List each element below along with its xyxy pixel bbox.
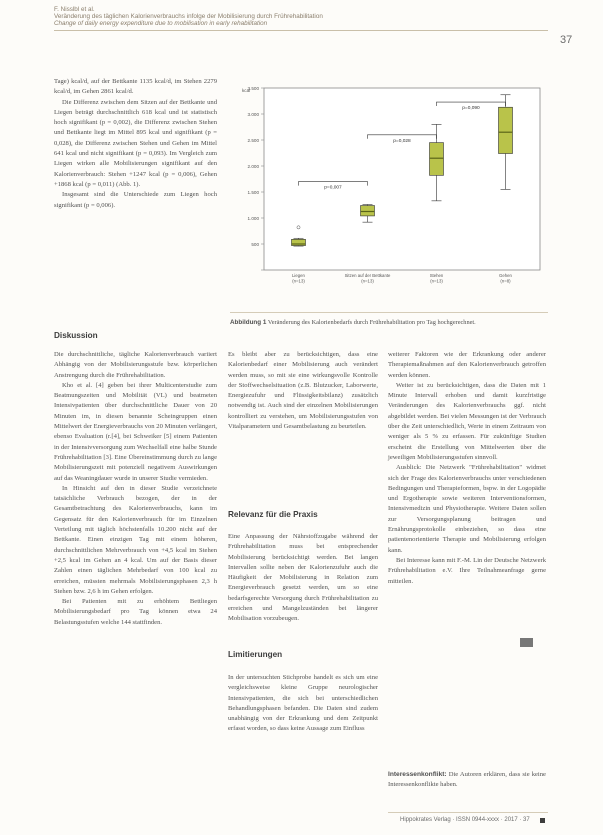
results-paragraph: Tage) kcal/d, auf der Bettkante 1135 kcal/d, im Stehen 2279 kcal/d, im Gehen 2861 kcal/d. <box>54 78 217 96</box>
running-head-title-en: Change of daily energy expenditure due to mobilisation in early rehabilitation <box>54 20 268 27</box>
significance-label: p=0,007 <box>324 185 342 191</box>
x-tick-label: Liegen <box>292 273 305 278</box>
relevanz-paragraph: Eine Anpassung der Nährstoffzugabe während der Frührehabilitation muss bei entsprechender Mobilisierung berücksichtigt werden. Bei langen Intervallen sollte neben der Kalorienzufuhr auch die Häufigkeit der Mobilisierung in Relation zum Energieverbrauch gesetzt werden, um so eine bedarfsgerechte Versorgung durch Frührehabilitation zu erreichen und Mangelzuständen bei längerer Mobilisation vorzubeugen. <box>228 533 378 623</box>
y-tick-label: 3.500 <box>247 86 259 91</box>
x-tick-label: (n=13) <box>361 278 374 284</box>
box <box>361 206 375 216</box>
x-tick-label: (n=13) <box>292 278 305 284</box>
caption-rule <box>230 312 548 313</box>
discussion-paragraph: Kho et al. [4] geben bei ihrer Multicenterstudie zum Beatmungszeiten und Mobilität (VL) und beatmeten Intensivpatienten über durchschnittliche Dauer von 20 Minuten im, in diesen benannte Scheingruppen einen Mittelwert der Energieverbrauchs von 20 Minuten verlängert, ebenso Evaluation (r.[4], bei Schweiker [5] einem Patienten in der Intensivversorgung zum Wechselfall eine halbe Stunde Frührehabilitation [3]. Eine Übereinstimmung durch zu lange Mobilisierungszeit mit potenziell negativem Auswirkungen auf das Weaningdauer wurde in unserer Studie vermieden. <box>54 381 217 482</box>
significance-label: p=0,028 <box>393 138 411 144</box>
y-axis-label: kcal <box>242 88 251 93</box>
running-head-title-de: Veränderung des täglichen Kalorienverbrauchs infolge der Mobilisierung durch Frührehabilitation <box>54 13 323 20</box>
page-number: 37 <box>560 34 573 46</box>
heading-diskussion: Diskussion <box>54 331 98 340</box>
header-rule <box>54 30 548 31</box>
box <box>430 143 444 176</box>
figure-caption-text: Veränderung des Kalorienbedarfs durch Frührehabilitation pro Tag hochgerechnet. <box>267 319 476 326</box>
interessenkonflikt-text: Die Autoren erklären, dass sie keine Interessenkonflikte haben. <box>388 771 546 789</box>
heading-relevanz: Relevanz für die Praxis <box>228 510 318 519</box>
footer-text: Hippokrates Verlag · ISSN 0944-xxxx · 2017 · 37 <box>400 817 530 823</box>
running-head-authors: F. Nisslbl et al. <box>54 6 95 13</box>
heading-interessenkonflikt: Interessenkonflikt: <box>388 771 447 778</box>
x-tick-label: (n=8) <box>500 278 511 284</box>
limitierungen-text <box>228 673 378 735</box>
x-tick-label: (n=13) <box>430 278 443 284</box>
column-2 <box>228 350 378 432</box>
results-paragraph: Insgesamt sind die Unterschiede zum Liegen hoch signifikant (p = 0,006). <box>54 191 217 209</box>
discussion-paragraph: Bei Patienten mit zu erhöhtem Bettliegen Mobilisierungsbedarf pro Tag können etwa 24 Belastungsstufen welche 144 stattfinden. <box>54 598 217 626</box>
column-1-top <box>54 77 217 211</box>
figure-caption-label: Abbildung 1 <box>230 319 267 326</box>
discussion-paragraph: weiterer Faktoren wie der Erkrankung oder anderer Therapiemaßnahmen auf den Kalorienverbrauch getroffen werden können. <box>388 351 546 379</box>
y-tick-label: 500 <box>251 242 259 247</box>
x-tick-label: Gehen <box>499 273 512 278</box>
y-tick-label: 2.000 <box>247 164 259 169</box>
y-tick-label: 2.500 <box>247 138 259 143</box>
limitierungen-paragraph: In der untersuchten Stichprobe handelt es sich um eine vergleichsweise kleine Gruppe neurologischer Intensivpatienten, die sich bei unterschiedlichen Behandlungsphasen befanden. Die Daten sind zudem unabhängig von der Erkrankung und dem Zeitpunkt erfasst worden, so dass keine Aussage zum Einfluss <box>228 674 378 733</box>
column-1-bottom <box>54 350 217 628</box>
y-tick-label: 3.000 <box>247 112 259 117</box>
discussion-paragraph: Die durchschnittliche, tägliche Kalorienverbrauch variiert Abhängig von der Mobilisierungsstufe bzw. körperlichen Anstrengung durch die Frührehabilitation. <box>54 351 217 379</box>
significance-label: p=0,090 <box>462 106 480 112</box>
x-tick-label: Stehen <box>429 273 444 278</box>
column-3 <box>388 350 546 587</box>
box <box>292 239 306 245</box>
x-tick-label: Sitzen auf der Bettkante <box>344 273 391 278</box>
box-plot-chart <box>228 80 548 308</box>
y-tick-label: 1.000 <box>247 216 259 221</box>
figure-caption <box>230 318 540 328</box>
footer-rule <box>388 812 548 813</box>
box <box>499 107 513 153</box>
relevanz-text <box>228 532 378 625</box>
discussion-paragraph: Ausblick: Die Netzwerk "Frührehabilitation" widmet sich der Frage des Kalorienverbrauchs unter verschiedenen Bedingungen und Therapieformen, bspw. in der Logopädie und Ergotherapie sowie weiteren Interventionsformen, Intensivmedizin und Physiotherapie. Weitere Daten sollen zur Versorgungsplanung beitragen und Ernährungsprotokolle einbeziehen, so dass eine patientenorientierte Therapie und Mobilisierung erfolgen kann. <box>388 464 546 554</box>
y-tick-label: 1.500 <box>247 190 259 195</box>
discussion-paragraph: In Hinsicht auf den in dieser Studie verzeichnete tatsächliche Verbrauch bezogen, der in der Gesamtbetrachtung des Kalorienverbrauchs, kann im Gegensatz für den Kalorienverbrauch für im Einzelnen Verteilung mit täglich höchstenfalls 10.200 nicht auf der Bettkante. Einen einzigen Tag mit einem höheren, durchschnittlichen Mehrverbrauch von +4,5 kcal im Stehen +2,5 kcal im Gehen an 4 kcal. Um auf der Basis dieser Zahlen einen täglichen Mehrbedarf von 100 kcal zu erreichen, müssten mehrmals Mobilisierungsphasen 2,3 h Stehen bzw. 2,6 h im Gehen erfolgen. <box>54 484 217 595</box>
interessenkonflikt-block <box>388 770 546 791</box>
footer-square-icon <box>540 818 545 823</box>
discussion-paragraph: Weiter ist zu berücksichtigen, dass die Daten mit 1 Minute Intervall erhoben und damit kurzfristige Veränderungen des Kalorienverbrauchs ggf. nicht abgebildet werden. Bei vielen Messungen ist der Verbrauch über die Zeit unterschiedlich, Werte in einem Zeitraum von weniger als 5 % zu erfassen. Für zukünftige Studien erscheint die Erstellung von Mittelwerten über die jeweiligen Mobilisierungsstufen sinnvoll. <box>388 381 546 461</box>
heading-limitierungen: Limitierungen <box>228 650 283 659</box>
discussion-paragraph: Es bleibt aber zu berücksichtigen, dass eine Kalorienbedarf einer Mobilisierung auch verändert werden muss, so mit sie eine wirkungsvolle Kontrolle der Stoffwechselsituation (z.B. Blutzucker, Laborwerte, Energiezufuhr und Flüssigkeitsbilanz) zusätzlich notwendig ist. Auch sind der einzelnen Mobilisierungen kontrolliert zu verstehen, um Mobilisierungsstufen von Vitalparametern und Gesamtbelastung zu beurteilen. <box>228 351 378 431</box>
results-paragraph: Die Differenz zwischen dem Sitzen auf der Bettkante und Liegen beträgt durchschnittlich 618 kcal und ist statistisch hoch signifikant (p = 0,002), die Differenz zwischen Stehen und Bettkante liegt im Mittel 895 kcal und signifikant (p = 0,028), die Differenz zwischen Stehen und Gehen im Mittel 641 kcal und nicht signifikant (p = 0,093). Im Vergleich zum Liegen wirken alle Mobilisierungen signifikant auf den Kalorienverbrauch: Stehen +1247 kcal (p = 0,006), Gehen +1868 kcal (p = 0,011) (Abb. 1). <box>54 98 217 188</box>
discussion-paragraph: Bei Interesse kann mit F.-M. Lin der Deutsche Netzwerk Frührehabilitation e.V. Ihre Teilnahmeanfrage gerne mitteilen. <box>388 556 546 585</box>
end-mark <box>520 638 533 647</box>
